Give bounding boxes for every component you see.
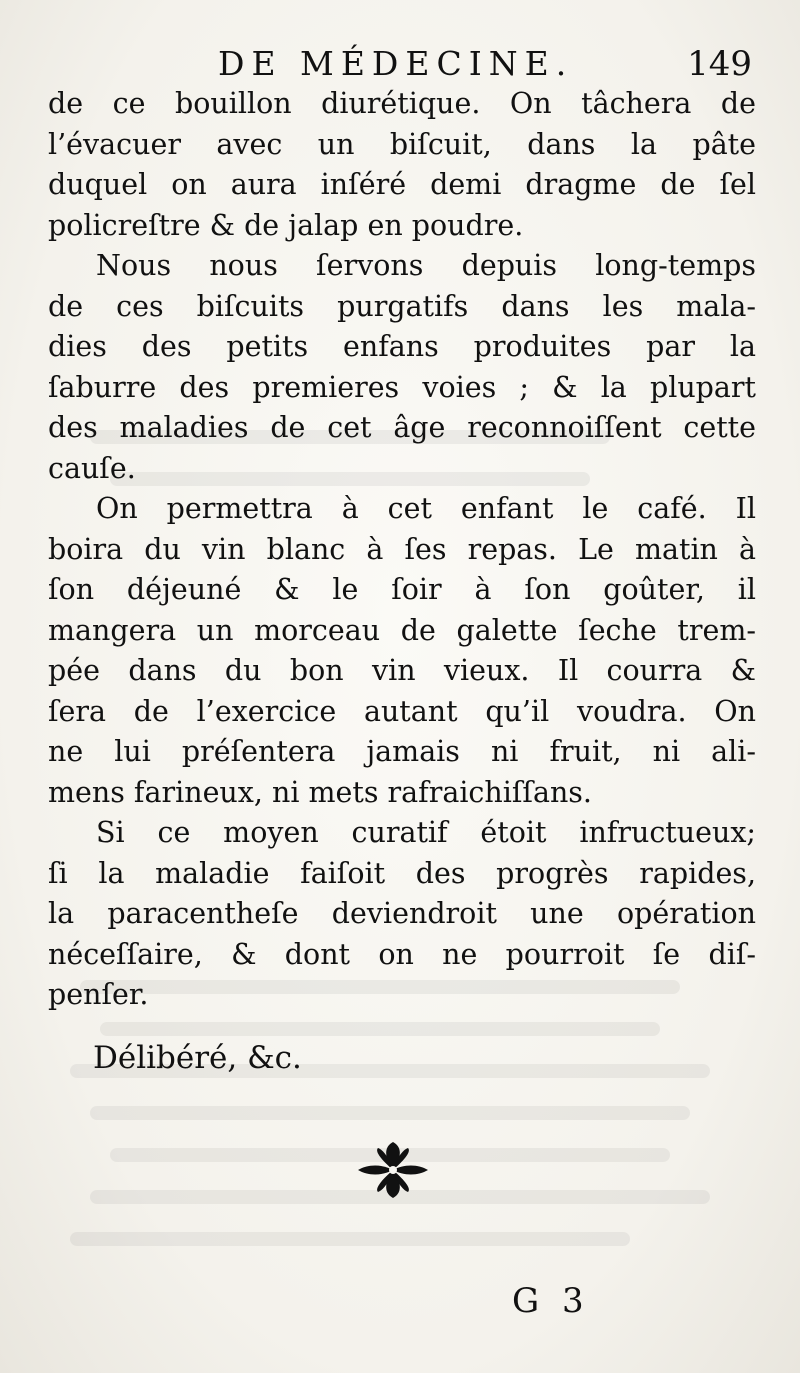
text-line: ſi la maladie faiſoit des progrès rapides, [48,856,756,890]
text-line: la paracentheſe deviendroit une opération [48,897,756,930]
text-line: On permettra à cet enfant le café. Il [96,492,756,525]
text-line: ne lui préſentera jamais ni fruit, ni ali- [48,735,756,768]
paragraph-3 [48,489,756,813]
running-head: DE MÉDECINE. [218,44,574,83]
fleuron-ornament-icon [352,1138,434,1202]
paragraph-4 [48,813,756,1016]
text-line: ſon déjeuné & le ſoir à ſon goûter, il [48,573,756,606]
text-line: boira du vin blanc à ſes repas. Le matin à [48,532,756,566]
text-line: l’évacuer avec un biſcuit, dans la pâte [48,127,756,161]
text-line: mangera un morceau de galette ſeche trem- [48,613,756,647]
text-line: des maladies de cet âge reconnoiſſent cette [48,411,756,444]
text-line: dies des petits enfans produites par la [48,330,756,363]
page-number: 149 [687,44,752,84]
text-line: ſera de l’exercice autant qu’il voudra. On [48,694,756,728]
text-line: Nous nous ſervons depuis long-temps [96,249,756,282]
signature-mark: G 3 [512,1281,590,1321]
text-line: mens farineux, ni mets rafraichiſſans. [48,775,592,809]
paragraph-2 [48,246,756,489]
text-line: de ces biſcuits purgatifs dans les mala- [48,289,756,323]
text-line: penſer. [48,978,149,1011]
text-line: duquel on aura inſéré demi dragme de ſel [48,168,756,201]
text-line: pée dans du bon vin vieux. Il courra & [48,654,756,687]
text-line: cauſe. [48,451,136,485]
text-line: de ce bouillon diurétique. On tâchera de [48,87,756,120]
closing-formula: Délibéré, &c. [93,1040,302,1076]
paragraph-1 [48,84,756,246]
body-text [48,84,756,1016]
text-line: néceſſaire, & dont on ne pourroit ſe diſ- [48,937,756,971]
text-line: policreſtre & de jalap en poudre. [48,208,524,242]
text-line: Si ce moyen curatif étoit infructueux; [96,816,756,849]
text-line: ſaburre des premieres voies ; & la plupart [48,370,756,404]
